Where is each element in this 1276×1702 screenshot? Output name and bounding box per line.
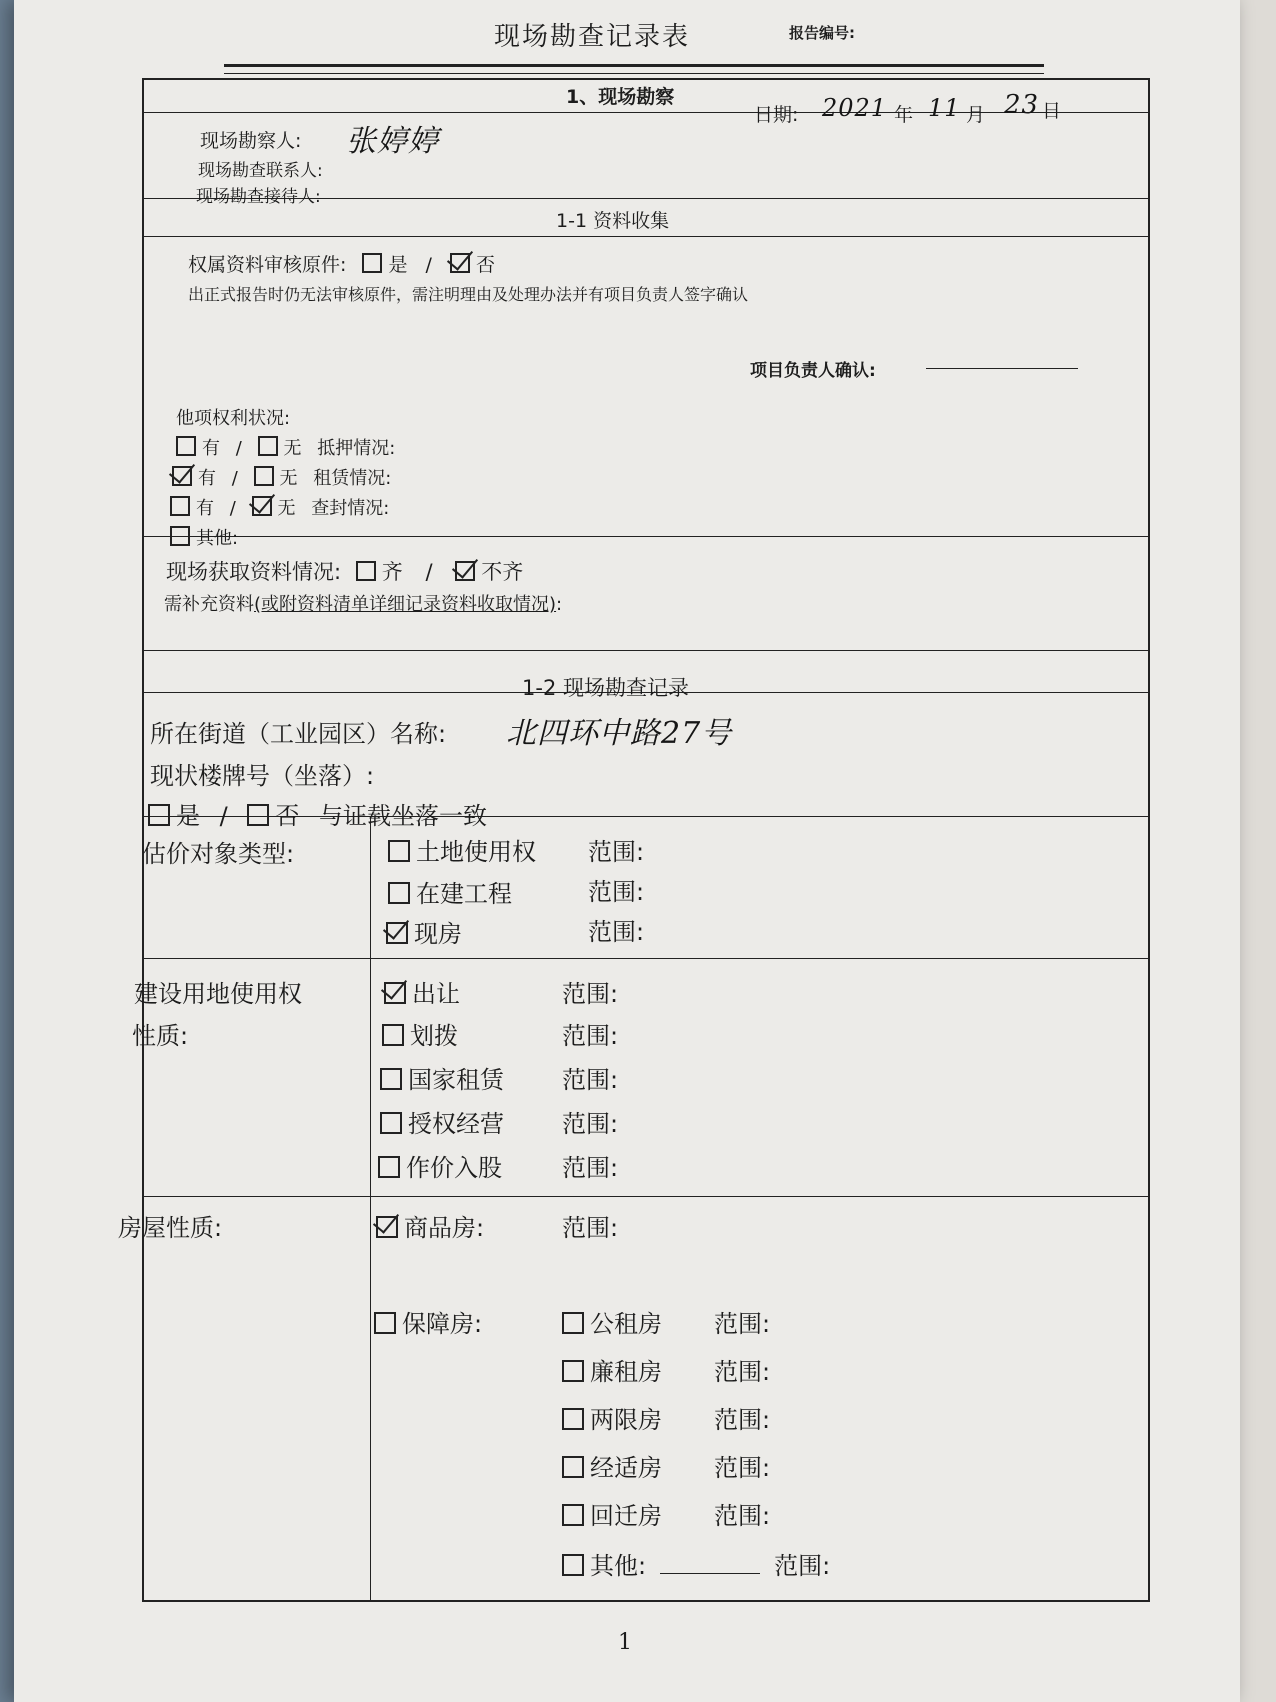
lease-label: 租赁情况: — [313, 468, 392, 489]
range-label: 范围: — [588, 878, 645, 906]
affordable-housing-option — [374, 1304, 482, 1339]
resettlement-checkbox[interactable] — [562, 1504, 584, 1526]
range-label: 范围: — [588, 838, 645, 866]
low-rent-checkbox[interactable] — [562, 1360, 584, 1382]
ownership-yes-label: 是 — [388, 254, 408, 276]
seizure-label: 查封情况: — [311, 498, 390, 519]
has-label: 有 — [202, 438, 220, 459]
landuse-label-2: 性质: — [132, 1022, 189, 1050]
other-rights-checkbox[interactable] — [170, 526, 190, 546]
mortgage-has-checkbox[interactable] — [176, 436, 196, 456]
mortgage-none-checkbox[interactable] — [258, 436, 278, 456]
consistent-no-checkbox[interactable] — [247, 804, 269, 826]
document-title: 现场勘查记录表 — [494, 22, 691, 52]
divider — [142, 958, 1148, 959]
ownership-no-checkbox[interactable] — [450, 253, 470, 273]
separator: / — [425, 254, 432, 276]
construction-label: 在建工程 — [416, 880, 512, 908]
range-label: 范围: — [714, 1406, 771, 1434]
separator: / — [231, 468, 238, 489]
land-use-checkbox[interactable] — [388, 840, 410, 862]
none-label: 无 — [283, 438, 302, 459]
title-rule — [224, 64, 1044, 74]
has-label: 有 — [198, 468, 216, 489]
supplement-note: (或附资料清单详细记录资料收取情况) — [254, 594, 557, 615]
construction-checkbox[interactable] — [388, 882, 410, 904]
affordable-sub-economic — [562, 1448, 662, 1483]
affordable-sub-public-rental — [562, 1304, 662, 1339]
separator: / — [229, 498, 236, 519]
lease-none-checkbox[interactable] — [254, 466, 274, 486]
existing-house-label: 现房 — [414, 920, 462, 948]
landuse-option-authorized — [380, 1104, 504, 1139]
affordable-sub-low-rent — [562, 1352, 662, 1387]
resettlement-label: 回迁房 — [590, 1502, 662, 1530]
range-label: 范围: — [562, 1110, 619, 1138]
land-use-label: 土地使用权 — [416, 838, 536, 866]
divider — [142, 536, 1148, 537]
form-page — [14, 0, 1240, 1702]
affordable-checkbox[interactable] — [374, 1312, 396, 1334]
low-rent-label: 廉租房 — [590, 1358, 662, 1386]
seizure-has-checkbox[interactable] — [170, 496, 190, 516]
other-rights-label: 他项权利状况: — [176, 408, 291, 429]
separator: / — [425, 560, 433, 584]
landuse-option-allocation — [382, 1016, 458, 1051]
none-label: 无 — [279, 468, 298, 489]
onsite-material-row — [166, 556, 523, 586]
date-year: 2021 — [822, 94, 888, 122]
valuation-option-existing — [386, 914, 462, 949]
right-row-mortgage — [176, 434, 395, 460]
inspector-signature: 张婷婷 — [346, 124, 439, 159]
landuse-option-equity — [378, 1148, 502, 1183]
separator: / — [219, 802, 228, 830]
other-rights-label: 其他: — [196, 528, 239, 549]
date-label: 日期: — [754, 104, 799, 126]
right-row-seizure — [170, 494, 389, 520]
consistent-label: 与证载坐落一致 — [319, 802, 488, 830]
transfer-label: 出让 — [412, 980, 460, 1008]
range-label: 范围: — [714, 1310, 771, 1338]
report-number-label: 报告编号: — [789, 24, 855, 42]
economic-checkbox[interactable] — [562, 1456, 584, 1478]
valuation-option-construction — [388, 874, 512, 909]
state-lease-label: 国家租赁 — [408, 1066, 504, 1094]
affordable-sub-other — [562, 1546, 830, 1581]
incomplete-label: 不齐 — [481, 560, 524, 584]
range-label: 范围: — [562, 1066, 619, 1094]
section-heading: 1、现场勘察 — [566, 86, 675, 108]
range-label: 范围: — [774, 1552, 831, 1580]
mortgage-label: 抵押情况: — [317, 438, 396, 459]
supplement-label: 需补充资料 — [164, 594, 254, 615]
range-label: 范围: — [562, 980, 619, 1008]
inspector-label: 现场勘察人: — [200, 130, 302, 152]
valuation-option-land — [388, 832, 536, 867]
divider — [142, 112, 1148, 113]
consistent-yes-checkbox[interactable] — [148, 804, 170, 826]
state-lease-checkbox[interactable] — [380, 1068, 402, 1090]
street-value: 北四环中路27号 — [506, 716, 733, 751]
contact-label: 现场勘查联系人: — [198, 161, 323, 181]
pm-signature-line — [926, 368, 1078, 369]
divider — [142, 236, 1148, 237]
page-number: 1 — [618, 1630, 632, 1655]
landuse-label: 建设用地使用权 — [134, 980, 302, 1008]
ownership-review-label: 权属资料审核原件: — [188, 254, 347, 276]
lease-has-checkbox[interactable] — [172, 466, 192, 486]
affordable-other-label: 其他: — [590, 1552, 647, 1580]
supplement-row — [164, 590, 562, 616]
commercial-housing-option — [376, 1208, 484, 1243]
ownership-no-label: 否 — [475, 254, 495, 276]
range-label: 范围: — [714, 1454, 771, 1482]
street-label: 所在街道（工业园区）名称: — [150, 720, 447, 748]
landuse-option-transfer — [384, 974, 460, 1009]
right-row-other — [170, 524, 238, 550]
authorized-label: 授权经营 — [408, 1110, 504, 1138]
public-rental-checkbox[interactable] — [562, 1312, 584, 1334]
date-day-unit: 日 — [1042, 100, 1062, 122]
public-rental-label: 公租房 — [590, 1310, 662, 1338]
equity-checkbox[interactable] — [378, 1156, 400, 1178]
consistent-no-label: 否 — [275, 802, 300, 830]
commercial-label: 商品房: — [404, 1214, 485, 1242]
divider — [142, 650, 1148, 651]
none-label: 无 — [277, 498, 296, 519]
section-heading: 1-2 现场勘查记录 — [522, 676, 689, 700]
affordable-other-checkbox[interactable] — [562, 1554, 584, 1576]
allocation-checkbox[interactable] — [382, 1024, 404, 1046]
ownership-review-row — [188, 250, 495, 277]
range-label: 范围: — [562, 1154, 619, 1182]
range-label: 范围: — [562, 1214, 619, 1242]
authorized-checkbox[interactable] — [380, 1112, 402, 1134]
consistent-yes-label: 是 — [176, 802, 200, 830]
separator: / — [235, 438, 242, 459]
complete-checkbox[interactable] — [356, 561, 376, 581]
affordable-sub-limited-price — [562, 1400, 662, 1435]
complete-label: 齐 — [381, 560, 403, 584]
commercial-checkbox[interactable] — [376, 1216, 398, 1238]
house-nature-label: 房屋性质: — [118, 1214, 223, 1242]
divider — [142, 1196, 1148, 1197]
valuation-type-label: 估价对象类型: — [142, 840, 295, 868]
seizure-none-checkbox[interactable] — [252, 496, 272, 516]
affordable-sub-resettlement — [562, 1496, 662, 1531]
has-label: 有 — [196, 498, 214, 519]
range-label: 范围: — [588, 918, 645, 946]
range-label: 范围: — [714, 1358, 771, 1386]
right-row-lease — [172, 464, 391, 490]
limited-price-label: 两限房 — [590, 1406, 662, 1434]
pm-confirm-label: 项目负责人确认: — [750, 361, 876, 381]
range-label: 范围: — [562, 1022, 619, 1050]
existing-house-checkbox[interactable] — [386, 922, 408, 944]
date-day: 23 — [1004, 90, 1040, 120]
limited-price-checkbox[interactable] — [562, 1408, 584, 1430]
transfer-checkbox[interactable] — [384, 982, 406, 1004]
column-divider — [370, 816, 371, 1600]
allocation-label: 划拨 — [410, 1022, 458, 1050]
date-month-unit: 月 — [966, 104, 986, 126]
supplement-colon: : — [556, 594, 563, 615]
other-blank-line — [660, 1573, 760, 1574]
date-year-unit: 年 — [894, 104, 914, 126]
economic-label: 经适房 — [590, 1454, 662, 1482]
range-label: 范围: — [714, 1502, 771, 1530]
building-label: 现状楼牌号（坐落）: — [150, 762, 375, 790]
consistent-row — [148, 796, 487, 831]
receiver-label: 现场勘查接待人: — [196, 187, 321, 207]
section-heading: 1-1 资料收集 — [556, 210, 670, 232]
affordable-label: 保障房: — [402, 1310, 483, 1338]
date-month: 11 — [928, 94, 961, 122]
equity-label: 作价入股 — [406, 1154, 502, 1182]
onsite-material-label: 现场获取资料情况: — [166, 560, 342, 584]
ownership-note: 出正式报告时仍无法审核原件，需注明理由及处理办法并有项目负责人签字确认 — [188, 285, 749, 304]
landuse-option-lease — [380, 1060, 504, 1095]
ownership-yes-checkbox[interactable] — [362, 253, 382, 273]
incomplete-checkbox[interactable] — [455, 561, 475, 581]
